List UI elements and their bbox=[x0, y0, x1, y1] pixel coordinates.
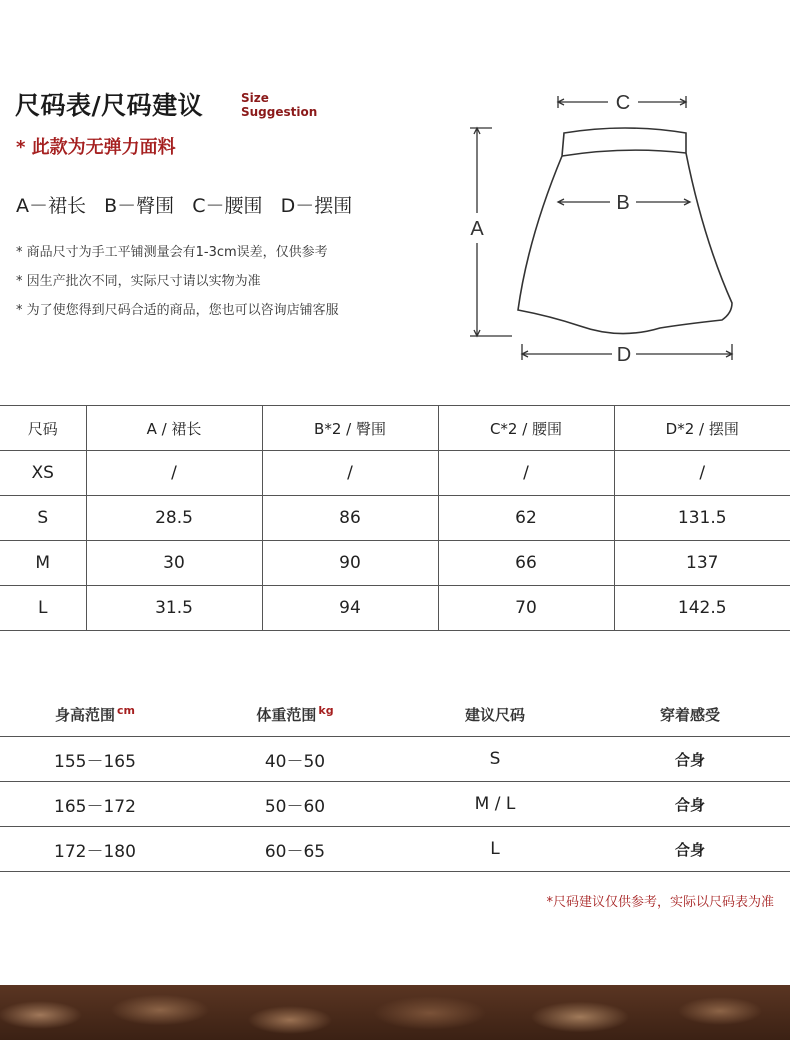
note-2: * 因生产批次不同，实际尺寸请以实物为准 bbox=[16, 274, 261, 289]
table-cell: / bbox=[438, 451, 614, 496]
table-cell: L bbox=[400, 827, 590, 872]
table-cell: S bbox=[0, 496, 86, 541]
header-cell: 尺码 bbox=[0, 406, 86, 451]
table-cell: 155－165 bbox=[0, 737, 190, 782]
table-cell: 62 bbox=[438, 496, 614, 541]
table-row bbox=[0, 827, 790, 872]
table-cell: 131.5 bbox=[614, 496, 790, 541]
label-b: B bbox=[616, 192, 630, 214]
label-d: D bbox=[616, 344, 632, 366]
skirt-diagram bbox=[460, 88, 750, 373]
header-label: 体重范围 bbox=[256, 705, 317, 724]
note-1: * 商品尺寸为手工平铺测量会有1-3cm误差，仅供参考 bbox=[16, 245, 328, 260]
label-a: A bbox=[470, 218, 484, 240]
table-row bbox=[0, 451, 790, 496]
size-table-header bbox=[0, 406, 790, 451]
suggestion-table bbox=[0, 692, 790, 872]
header-unit: cm bbox=[117, 703, 135, 717]
header-cell: B*2 / 臀围 bbox=[262, 406, 438, 451]
table-cell: 142.5 bbox=[614, 586, 790, 631]
table-cell: 86 bbox=[262, 496, 438, 541]
skirt-shape bbox=[518, 128, 732, 334]
table-cell: 94 bbox=[262, 586, 438, 631]
table-row bbox=[0, 737, 790, 782]
table-cell: 165－172 bbox=[0, 782, 190, 827]
table-cell: 合身 bbox=[590, 827, 790, 872]
header-cell: 建议尺码 bbox=[400, 692, 590, 737]
table-row bbox=[0, 586, 790, 631]
table-cell: M bbox=[0, 541, 86, 586]
header-cell: C*2 / 腰围 bbox=[438, 406, 614, 451]
table-cell: 60－65 bbox=[190, 827, 400, 872]
table-cell: / bbox=[614, 451, 790, 496]
table-cell: 合身 bbox=[590, 737, 790, 782]
suggestion-table-header bbox=[0, 692, 790, 737]
table-cell: L bbox=[0, 586, 86, 631]
fabric-texture-image bbox=[0, 985, 790, 1040]
table-cell: 28.5 bbox=[86, 496, 262, 541]
subtitle-line-1: Size bbox=[241, 91, 269, 105]
table-cell: 172－180 bbox=[0, 827, 190, 872]
table-cell: XS bbox=[0, 451, 86, 496]
table-cell: 50－60 bbox=[190, 782, 400, 827]
footnote: *尺码建议仅供参考，实际以尺码表为准 bbox=[546, 895, 774, 910]
table-cell: / bbox=[86, 451, 262, 496]
table-cell: 70 bbox=[438, 586, 614, 631]
table-cell: 30 bbox=[86, 541, 262, 586]
header-cell: D*2 / 摆围 bbox=[614, 406, 790, 451]
header-unit: kg bbox=[318, 703, 334, 717]
table-cell: M / L bbox=[400, 782, 590, 827]
header-cell bbox=[0, 692, 190, 737]
header-cell bbox=[190, 692, 400, 737]
page-title: 尺码表/尺码建议 bbox=[15, 91, 204, 120]
header-cell: A / 裙长 bbox=[86, 406, 262, 451]
table-cell: 66 bbox=[438, 541, 614, 586]
header-label: 身高范围 bbox=[55, 705, 116, 724]
note-3: * 为了使您得到尺码合适的商品，您也可以咨询店铺客服 bbox=[16, 303, 339, 318]
table-row bbox=[0, 541, 790, 586]
table-cell: 137 bbox=[614, 541, 790, 586]
measurement-legend: A－裙长 B－臀围 C－腰围 D－摆围 bbox=[16, 195, 353, 217]
size-table bbox=[0, 405, 790, 631]
subtitle-line-2: Suggestion bbox=[241, 105, 318, 119]
table-row bbox=[0, 782, 790, 827]
table-cell: 合身 bbox=[590, 782, 790, 827]
header-cell: 穿着感受 bbox=[590, 692, 790, 737]
fabric-note: * 此款为无弹力面料 bbox=[16, 137, 176, 158]
table-cell: / bbox=[262, 451, 438, 496]
label-c: C bbox=[615, 92, 631, 114]
page-subtitle-en bbox=[241, 91, 317, 119]
table-cell: S bbox=[400, 737, 590, 782]
table-cell: 40－50 bbox=[190, 737, 400, 782]
table-row bbox=[0, 496, 790, 541]
table-cell: 90 bbox=[262, 541, 438, 586]
table-cell: 31.5 bbox=[86, 586, 262, 631]
